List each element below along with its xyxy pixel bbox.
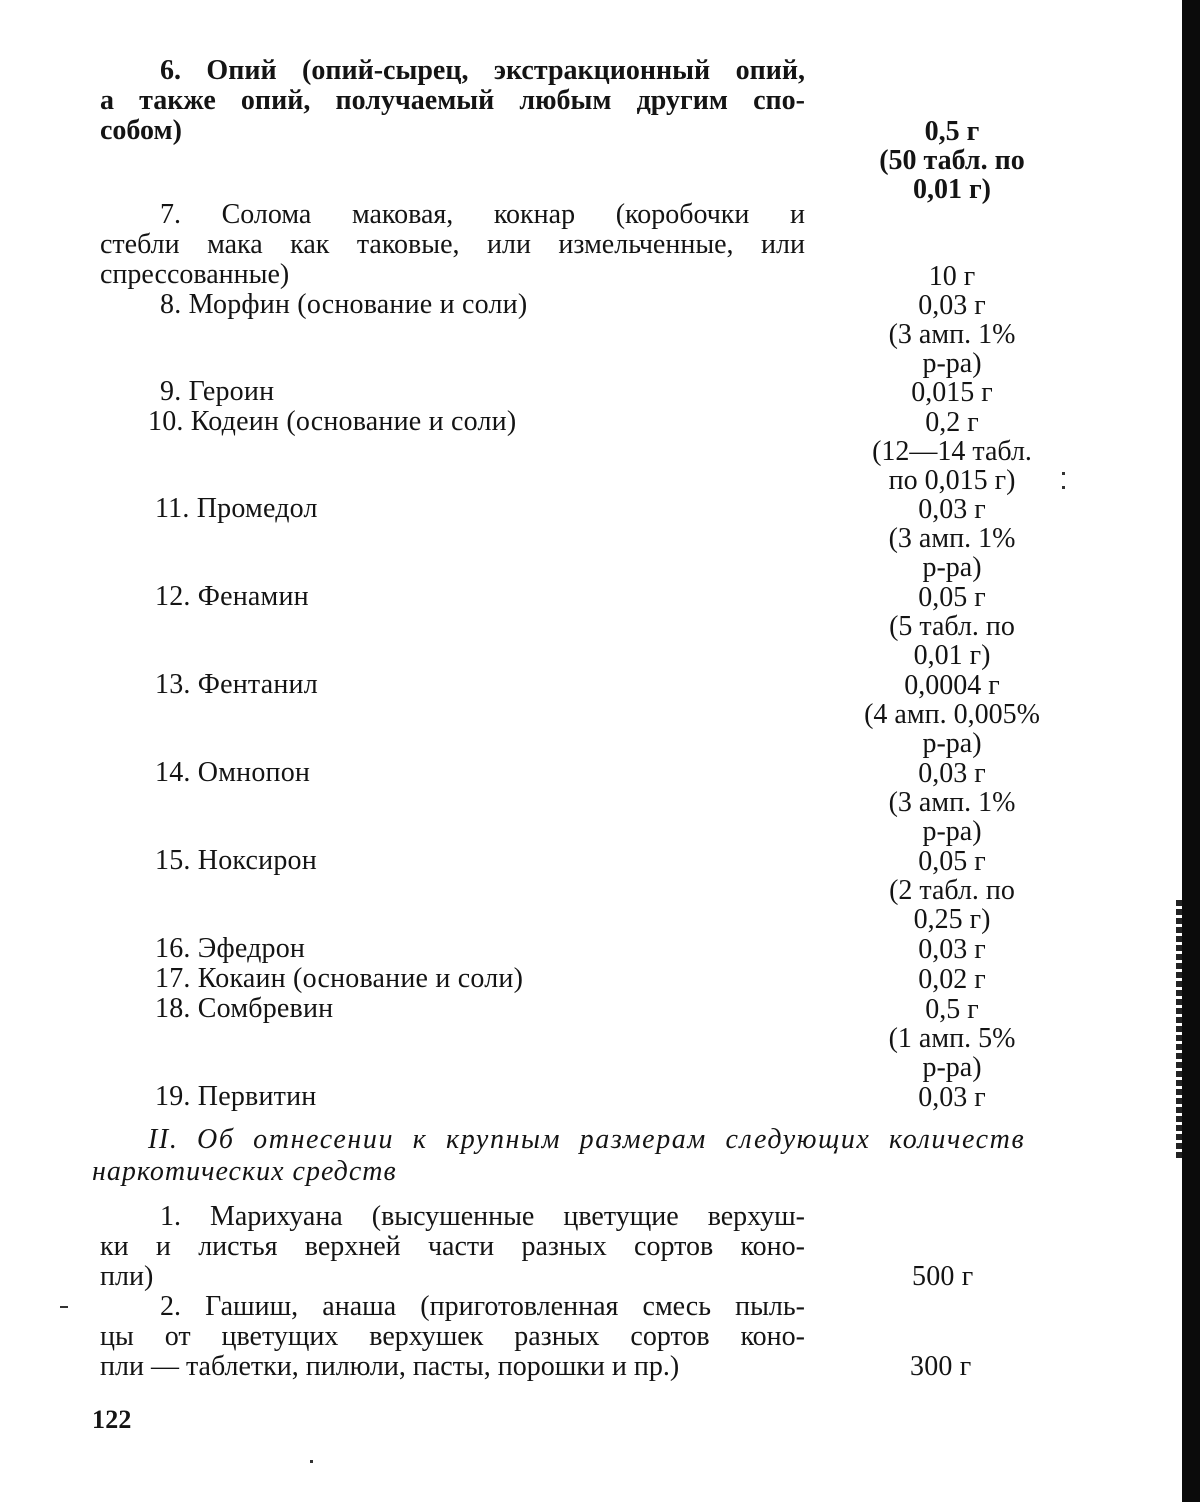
dose-value: 0,0004 г	[822, 671, 1082, 700]
dose-note: (1 амп. 5%	[832, 1024, 1072, 1053]
dose-note: р-ра)	[822, 729, 1082, 758]
item-8-dose	[832, 291, 1072, 378]
item-6-line-2: а также опий, получаемый любым другим спо-	[100, 86, 805, 116]
dose-note: р-ра)	[832, 349, 1072, 378]
section-heading-line-1: II. Об отнесении к крупным размерам следующих количеств	[148, 1125, 1025, 1155]
dose-value: 0,03 г	[832, 935, 1072, 964]
item-10-label: 10. Кодеин (основание и соли)	[148, 407, 516, 437]
item-9-label: 9. Героин	[160, 377, 274, 407]
book-page	[0, 0, 1200, 1502]
item-18-label: 18. Сомбревин	[155, 994, 333, 1024]
item-7-text	[100, 200, 805, 290]
section-item-1-line-2: ки и листья верхней части разных сортов коно-	[100, 1232, 805, 1262]
section-item-1-line-1: 1. Марихуана (высушенные цветущие верхуш-	[100, 1202, 805, 1232]
item-12-label: 12. Фенамин	[155, 582, 309, 612]
item-10-dose	[832, 408, 1072, 495]
section-item-2-line-1: 2. Гашиш, анаша (приготовленная смесь пыль-	[100, 1292, 805, 1322]
section-heading-line-2: наркотических средств	[92, 1157, 397, 1187]
item-7-line-2: стебли мака как таковые, или измельченные, или	[100, 230, 805, 260]
item-17-dose	[832, 965, 1072, 994]
scan-speck	[1062, 486, 1065, 489]
book-binding-edge	[1182, 0, 1200, 1502]
item-15-dose	[832, 847, 1072, 934]
item-13-dose	[822, 671, 1082, 758]
dose-value: 0,2 г	[832, 408, 1072, 437]
dose-note: по 0,015 г)	[832, 466, 1072, 495]
item-6-text	[100, 56, 805, 146]
section-item-1-amount: 500 г	[912, 1262, 973, 1292]
item-14-label: 14. Омнопон	[155, 758, 310, 788]
scan-speck	[310, 1460, 313, 1463]
dose-value: 0,03 г	[832, 1083, 1072, 1112]
dose-note: (2 табл. по	[832, 876, 1072, 905]
dose-value: 0,02 г	[832, 965, 1072, 994]
item-11-dose	[832, 495, 1072, 582]
dose-note: р-ра)	[832, 1053, 1072, 1082]
dose-note: (3 амп. 1%	[832, 320, 1072, 349]
dose-note: 0,25 г)	[832, 905, 1072, 934]
dose-note: р-ра)	[832, 553, 1072, 582]
item-7-dose	[832, 262, 1072, 291]
item-6-line-1: 6. Опий (опий-сырец, экстракционный опий,	[100, 56, 805, 86]
dose-note: (3 амп. 1%	[832, 788, 1072, 817]
dose-note: (12—14 табл.	[832, 437, 1072, 466]
dose-value: 0,5 г	[832, 995, 1072, 1024]
scan-speck	[60, 1306, 68, 1308]
item-8-label: 8. Морфин (основание и соли)	[160, 290, 527, 320]
dose-value: 10 г	[832, 262, 1072, 291]
item-7-line-3: спрессованные)	[100, 260, 805, 290]
item-7-line-1: 7. Солома маковая, кокнар (коробочки и	[100, 200, 805, 230]
dose-note: (50 табл. по	[832, 146, 1072, 175]
page-number: 122	[92, 1405, 132, 1435]
dose-value: 0,03 г	[832, 495, 1072, 524]
item-6-dose	[832, 117, 1072, 204]
item-15-label: 15. Ноксирон	[155, 846, 317, 876]
dose-value: 0,015 г	[832, 378, 1072, 407]
section-item-2-line-2: цы от цветущих верхушек разных сортов коно-	[100, 1322, 805, 1352]
item-13-label: 13. Фентанил	[155, 670, 318, 700]
item-16-label: 16. Эфедрон	[155, 934, 305, 964]
item-6-line-3: собом)	[100, 116, 805, 146]
item-9-dose	[832, 378, 1072, 407]
item-17-label: 17. Кокаин (основание и соли)	[155, 964, 523, 994]
dose-note: р-ра)	[832, 817, 1072, 846]
item-14-dose	[832, 759, 1072, 846]
item-16-dose	[832, 935, 1072, 964]
item-12-dose	[832, 583, 1072, 670]
dose-note: 0,01 г)	[832, 641, 1072, 670]
section-item-2-amount: 300 г	[910, 1352, 971, 1382]
section-item-1-line-3: пли)	[100, 1262, 805, 1292]
dose-value: 0,03 г	[832, 759, 1072, 788]
dose-value: 0,03 г	[832, 291, 1072, 320]
dose-value: 0,5 г	[832, 117, 1072, 146]
item-19-dose	[832, 1083, 1072, 1112]
dose-value: 0,05 г	[832, 847, 1072, 876]
dose-note: (5 табл. по	[832, 612, 1072, 641]
dose-note: (4 амп. 0,005%	[822, 700, 1082, 729]
item-19-label: 19. Первитин	[155, 1082, 316, 1112]
dose-note: (3 амп. 1%	[832, 524, 1072, 553]
section-item-2-line-3: пли — таблетки, пилюли, пасты, порошки и пр.)	[100, 1352, 805, 1382]
section-item-1-text	[100, 1202, 805, 1292]
dose-value: 0,05 г	[832, 583, 1072, 612]
dose-note: 0,01 г)	[832, 175, 1072, 204]
section-item-2-text	[100, 1292, 805, 1382]
item-18-dose	[832, 995, 1072, 1082]
scan-speck	[1062, 472, 1065, 475]
item-11-label: 11. Промедол	[155, 494, 318, 524]
